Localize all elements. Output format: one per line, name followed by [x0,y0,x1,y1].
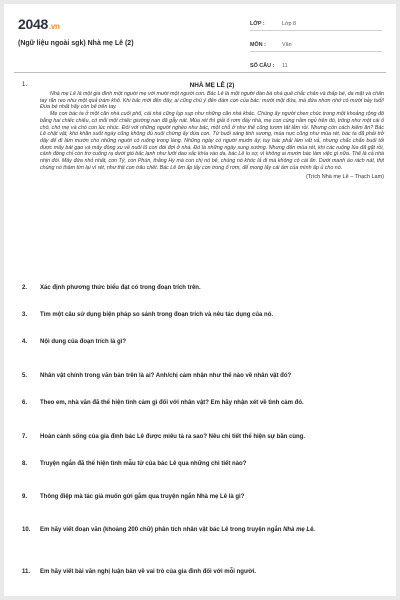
question-text: Tìm một câu sử dụng biện pháp so sánh trong đoạn trích và nêu tác dụng của nó. [40,312,274,318]
question-text: Nội dung của đoạn trích là gì? [40,339,127,345]
meta-info-box [250,17,382,80]
question-text: Xác định phương thức biểu đạt có trong đoạn trích trên. [40,285,201,291]
question-number: 10. [22,527,31,533]
meta-subject-value: Văn [282,41,292,48]
logo-domain: .vn [48,22,60,31]
question-number: 7. [22,434,28,440]
question-number: 5. [22,373,28,379]
question-text: Theo em, nhà văn đã thể hiện tình cảm gì đối với nhân vật? Em hãy nhận xét về tình cảm đó. [40,400,304,406]
question-item [18,372,384,381]
document-subtitle: (Ngữ liệu ngoài sgk) Nhà mẹ Lê (2) [18,40,134,47]
meta-class-label: LỚP : [250,20,265,27]
header-divider [14,72,386,73]
question-text: Thông điệp mà tác giả muốn gửi gắm qua truyện ngắn Nhà mẹ Lê là gì? [40,494,245,500]
question-item [18,311,384,320]
question-item [18,493,384,502]
site-logo[interactable] [18,16,60,32]
question-item [18,433,384,442]
passage-source: (Trích Nhà mẹ Lê – Thạch Lam) [306,174,384,181]
question-text: Em hãy viết bài văn nghị luận bàn về vai trò của gia đình đối với mỗi người. [40,569,256,575]
question-item [18,284,384,293]
meta-class-row [250,17,382,31]
meta-subject-row [250,38,382,52]
question-text: Nhân vật chính trong văn bản trên là ai? Anh/chị cảm nhận như thế nào về nhân vật đó? [40,373,292,379]
question-number: 11. [22,569,31,575]
question-number: 9. [22,494,28,500]
question-text: Em hãy viết đoạn văn (khoảng 200 chữ) phân tích nhân vật bác Lê trong truyện ngắn [40,527,282,533]
question-item [18,568,384,577]
passage-title: NHÀ MẸ LÊ (2) [189,82,235,89]
passage-number: 1. [22,82,28,88]
question-essay [40,526,384,535]
passage-item [18,82,384,180]
question-item [18,338,384,347]
question-emphasis: Nhà mẹ Lê. [283,527,316,533]
question-number: 6. [22,400,28,406]
question-number: 4. [22,339,28,345]
meta-count-value: 11 [282,62,288,69]
passage-paragraph: Mẹ con bác ta ở một căn nhà cuối phố, cái nhà cũng lụp xụp như những căn nhà khác. Chúng ấy người chen chúc trong một khoảng rộng độ bằng hai chiếc chiếu, có mỗi một chiếc giường nan đã gẫy nát. Mùa rét thì giải ổ rơm đầy nhà, mẹ con cùng nằm ngủ trên đó, trông như một cái ổ chó, chó mẹ và chó con lúc nhúc. Đối với những người nghèo như bác, một chỗ ở như thế cũng tươm tất lắm rồi. Nhưng còn cách kiếm ăn? Bác Lê chật vật, khó khăn suốt ngày cũng không đủ nuôi chừng ấy đứa con. Từ buổi sáng tinh sương, mùa nực cũng như mùa rét, bác ta đã phải trở dậy để đi làm mướn cho những người có ruộng trong làng. Những ngày có người mướn ấy, tuy bác phải làm vất vả, nhưng chắc chắn buổi tối được mấy bát gạo và mấy đồng xu về nuôi lũ con đói đợi ở nhà. Đó là những ngày sung sướng. Nhưng đến mùa rét, khi các ruộng lúa đã gặt rồi, cánh đồng chỉ còn trơ cuống rạ dưới gió bấc lạnh như lưỡi dao sắc khía vào da, bác Lê lo sợ, vì không ai mướn bác làm việc gì nữa. Thế là cả nhà nhịn đói. Mấy đứa nhỏ nhất, con Tý, con Phún, thằng Hy mà con chị nó bế, chúng nó khóc lả đi mà không có cái ăn. Dưới manh áo rách nát, thịt chúng nó thâm tím lại vì rét, như thịt con trâu chết. Bác Lê ôm ấp lấy con trong ổ rơm, để mong lấy cái ấm của mình ấp ủ cho nó. [40,111,384,171]
logo-number: 2048 [18,16,48,32]
question-item [18,460,384,469]
meta-count-label: SỐ CÂU : [250,62,275,69]
question-text: Hoàn cảnh sống của gia đình bác Lê được miêu tả ra sao? Nêu chi tiết thể hiện sự bần cùng. [40,434,305,440]
passage-paragraph: Nhà mẹ Lê là một gia đình một người mẹ với mười một người con. Bác Lê là một người đàn bà nhà quê chắc chân và thấp bé, da mặt và chân tay răn reo như một quả trám khô. Khi bác mới đến đây, ai cũng chú ý đến đám con của bác: mười một đứa, mà đứa nhơn nhớ có mười bảy tuổi! Đứa bé nhất hãy còn bế trên tay. [40,91,384,111]
question-item [18,526,384,535]
question-item [18,399,384,408]
meta-subject-label: MÔN : [250,41,266,48]
question-text: Truyện ngắn đã thể hiện tình mẫu tử của bác Lê qua những chi tiết nào? [40,461,247,467]
question-number: 3. [22,312,28,318]
question-number: 2. [22,285,28,291]
meta-count-row [250,59,382,73]
meta-class-value: Lớp 8 [282,20,297,27]
question-number: 8. [22,461,28,467]
worksheet-page [4,4,396,596]
